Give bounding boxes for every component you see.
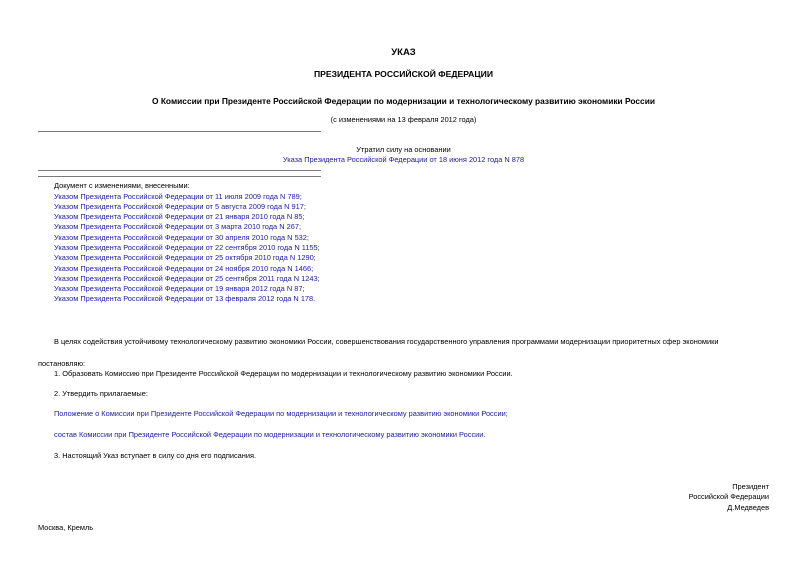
- repeal-decree-link[interactable]: Указа Президента Российской Федерации от 18 июня 2012 года N 878: [282, 155, 525, 164]
- amending-decree-link[interactable]: Указом Президента Российской Федерации от 19 января 2012 года N 87;: [54, 284, 305, 294]
- paragraph-1: 1. Образовать Комиссию при Президенте Российской Федерации по модернизации и технологическому развитию экономики России.: [54, 369, 513, 378]
- signing-place: Москва, Кремль: [38, 523, 94, 532]
- changes-list: [54, 192, 320, 305]
- signature-title: Президент: [732, 482, 769, 491]
- amending-decree-link[interactable]: Указом Президента Российской Федерации от 11 июля 2009 года N 789;: [54, 191, 302, 201]
- signature-block: [689, 482, 769, 513]
- paragraph-3: 3. Настоящий Указ вступает в силу со дня его подписания.: [54, 451, 257, 460]
- document-name: О Комиссии при Президенте Российской Федерации по модернизации и технологическому развитию экономики России: [151, 96, 656, 106]
- preamble: В целях содействия устойчивому технологическому развитию экономики России, совершенствования государственного управления программами модернизации приоритетных сфер экономики: [54, 337, 719, 346]
- amending-decree-link[interactable]: Указом Президента Российской Федерации от 3 марта 2010 года N 267;: [54, 222, 301, 232]
- amending-decree-link[interactable]: Указом Президента Российской Федерации от 30 апреля 2010 года N 532;: [54, 232, 309, 242]
- repeal-note: Утратил силу на основании: [356, 145, 451, 154]
- amendment-note: (с изменениями на 13 февраля 2012 года): [330, 115, 477, 124]
- regulation-link[interactable]: Положение о Комиссии при Президенте Российской Федерации по модернизации и технологическому развитию экономики России;: [54, 409, 508, 418]
- decree-word: постановляю:: [38, 359, 86, 368]
- amending-decree-link[interactable]: Указом Президента Российской Федерации от 5 августа 2009 года N 917;: [54, 201, 306, 211]
- amending-decree-link[interactable]: Указом Президента Российской Федерации от 25 сентября 2011 года N 1243;: [54, 273, 320, 283]
- paragraph-2: 2. Утвердить прилагаемые:: [54, 389, 148, 398]
- divider: [38, 176, 321, 177]
- amending-decree-link[interactable]: Указом Президента Российской Федерации от 22 сентября 2010 года N 1155;: [54, 242, 320, 252]
- changes-heading: Документ с изменениями, внесенными:: [54, 181, 190, 190]
- composition-link[interactable]: состав Комиссии при Президенте Российской Федерации по модернизации и технологическому развитию экономики России.: [54, 430, 486, 439]
- signature-name: Д.Медведев: [727, 502, 769, 512]
- amending-decree-link[interactable]: Указом Президента Российской Федерации от 24 ноября 2010 года N 1466;: [54, 263, 314, 273]
- decree-subtitle: ПРЕЗИДЕНТА РОССИЙСКОЙ ФЕДЕРАЦИИ: [313, 69, 494, 79]
- decree-title: УКАЗ: [391, 47, 416, 58]
- divider: [38, 170, 321, 171]
- amending-decree-link[interactable]: Указом Президента Российской Федерации от 13 февраля 2012 года N 178.: [54, 294, 316, 304]
- amending-decree-link[interactable]: Указом Президента Российской Федерации от 21 января 2010 года N 85;: [54, 212, 305, 222]
- divider: [38, 131, 321, 132]
- signature-country: Российской Федерации: [688, 492, 769, 502]
- amending-decree-link[interactable]: Указом Президента Российской Федерации от 25 октября 2010 года N 1290;: [54, 253, 316, 263]
